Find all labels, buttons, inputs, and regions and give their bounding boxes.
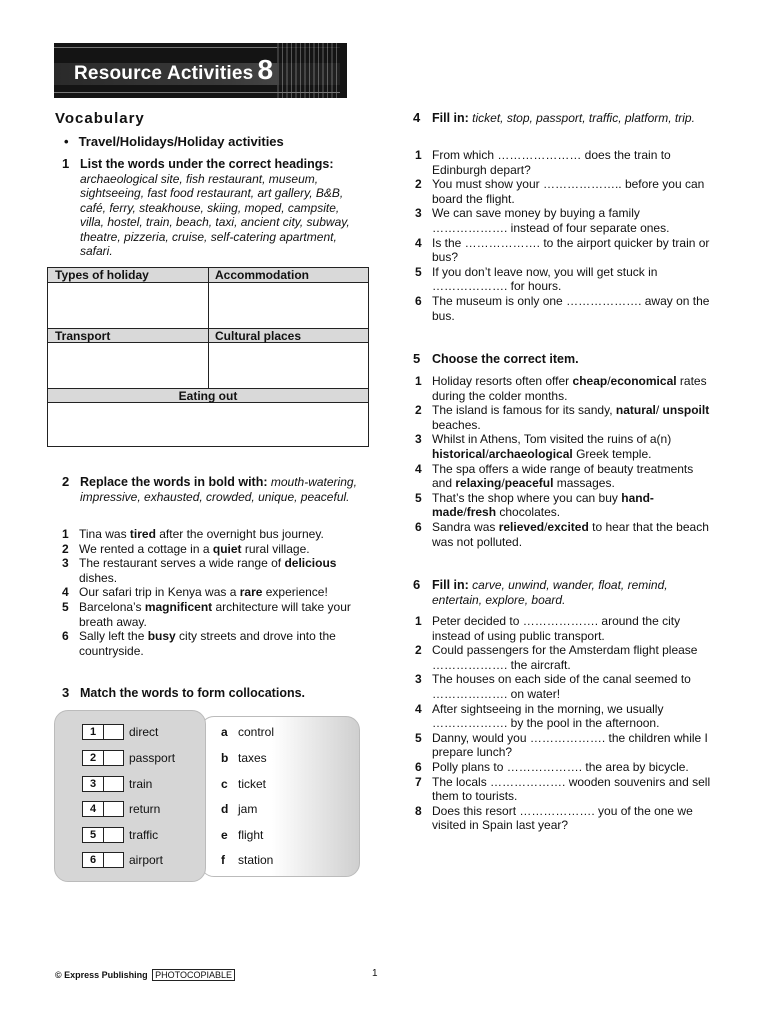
match-right-item: d jam (221, 802, 258, 816)
match-right-item: a control (221, 725, 275, 739)
headings-table (47, 267, 369, 447)
exercise-4-items (415, 148, 715, 323)
list-item: 5 Barcelona’s magnificent architecture will take your breath away. (62, 599, 351, 629)
match-left-item: 6 airport (82, 852, 163, 868)
match-left-item: 2 passport (82, 750, 175, 766)
exercise-2-instruction: Replace the words in bold with: (80, 475, 268, 489)
exercise-5: 5 Choose the correct item. (413, 351, 579, 366)
list-item: 2 Could passengers for the Amsterdam flight please ………………. the aircraft. (415, 643, 698, 672)
answer-box[interactable] (104, 751, 123, 765)
exercise-1-word-list: archaeological site, fish restaurant, museum, sightseeing, fast food restaurant, art gallery, B&B, café, ferry, steakhouse, skiing, moped, campsite, villa, hostel, train, beach, taxi, ancient city, subway, theatre, pizzeria, cruise, self-catering apartment, safari. (80, 171, 350, 258)
list-item: 5 That’s the shop where you can buy hand-made/fresh chocolates. (415, 490, 654, 520)
match-left-item: 5 traffic (82, 827, 158, 843)
exercise-4-instruction: Fill in: (432, 111, 469, 125)
match-right-item: b taxes (221, 751, 267, 765)
page-number: 1 (372, 968, 378, 979)
list-item: 6 Sally left the busy city streets and drove into the countryside. (62, 629, 336, 658)
exercise-5-instruction: Choose the correct item. (432, 352, 579, 366)
list-item: 4 The spa offers a wide range of beauty treatments and relaxing/peaceful massages. (415, 461, 694, 491)
match-left-item: 1 direct (82, 724, 158, 740)
answer-box[interactable] (104, 853, 123, 867)
unit-number: 8 (257, 54, 274, 85)
decorative-stripes (277, 43, 347, 98)
list-item: 3 We can save money by buying a family ………………. instead of four separate ones. (415, 206, 670, 235)
match-left-item: 4 return (82, 801, 160, 817)
header-banner (54, 43, 347, 98)
exercise-1-instruction: List the words under the correct headings: (80, 157, 334, 171)
exercise-4-word-list: ticket, stop, passport, traffic, platform, trip. (472, 111, 695, 125)
list-item: 3 Whilst in Athens, Tom visited the ruins of a(n) historical/archaeological Greek temple. (415, 432, 672, 461)
answer-box[interactable] (104, 777, 123, 791)
exercise-6-word-list: carve, unwind, wander, float, remind, entertain, explore, board. (432, 578, 668, 607)
list-item: 8 Does this resort ………………. you of the one we visited in Spain last year? (415, 803, 693, 833)
list-item: 2 The island is famous for its sandy, natural/ unspoilt beaches. (415, 403, 710, 432)
exercise-6-items (415, 614, 715, 833)
heading-cultural-places: Cultural places (208, 328, 368, 343)
list-item: 4 Our safari trip in Kenya was a rare experience! (62, 585, 328, 600)
exercise-5-items (415, 374, 715, 549)
list-item: 6 The museum is only one ………………. away on the bus. (415, 293, 710, 323)
list-item: 1 Holiday resorts often offer cheap/economical rates during the colder months. (415, 374, 707, 403)
list-item: 6 Polly plans to ………………. the area by bicycle. (415, 759, 689, 774)
heading-transport: Transport (48, 328, 208, 343)
match-right-item: f station (221, 853, 274, 867)
answer-box[interactable] (104, 802, 123, 816)
list-item: 3 The houses on each side of the canal seemed to ………………. on water! (415, 672, 691, 701)
exercise-4: 4 Fill in: ticket, stop, passport, traffic, platform, trip. (413, 110, 695, 125)
match-right-item: c ticket (221, 777, 267, 791)
heading-accommodation: Accommodation (208, 268, 368, 283)
list-item: 5 Danny, would you ………………. the children while I prepare lunch? (415, 730, 708, 760)
list-item: 4 Is the ………………. to the airport quicker by train or bus? (415, 235, 710, 265)
list-item: 1 Tina was tired after the overnight bus journey. (62, 527, 324, 541)
list-item: 6 Sandra was relieved/excited to hear that the beach was not polluted. (415, 519, 709, 549)
match-left-item: 3 train (82, 776, 152, 792)
list-item: 1 Peter decided to ………………. around the city instead of using public transport. (415, 614, 681, 643)
list-item: 2 You must show your ……………….. before you can board the flight. (415, 177, 705, 206)
topic-bullet: • Travel/Holidays/Holiday activities (64, 134, 284, 149)
exercise-6-instruction: Fill in: (432, 578, 469, 592)
list-item: 2 We rented a cottage in a quiet rural village. (62, 541, 310, 556)
list-item: 3 The restaurant serves a wide range of delicious dishes. (62, 556, 337, 585)
list-item: 4 After sightseeing in the morning, we usually ………………. by the pool in the afternoon. (415, 701, 664, 731)
answer-box[interactable] (104, 725, 123, 739)
heading-eating-out: Eating out (48, 388, 368, 403)
list-item: 1 From which ………………… does the train to Edinburgh depart? (415, 148, 671, 177)
photocopiable-label: PHOTOCOPIABLE (152, 969, 235, 981)
answer-box[interactable] (104, 828, 123, 842)
banner-edge (340, 43, 347, 98)
exercise-1: 1 List the words under the correct headings: archaeological site, fish restaurant, museum, sightseeing, fast food restaurant, art gallery, B&B, café, ferry, steakhouse, skiing, moped, campsite, villa, hostel, train, beach, taxi, ancient city, subway, theatre, pizzeria, cruise, self-catering apartment, safari. (62, 156, 350, 258)
list-item: 7 The locals ………………. wooden souvenirs and sell them to tourists. (415, 774, 711, 804)
footer-copyright: © Express Publishing PHOTOCOPIABLE (55, 968, 235, 983)
exercise-6: 6 Fill in: carve, unwind, wander, float, remind, entertain, explore, board. (413, 577, 668, 607)
list-item: 5 If you don’t leave now, you will get stuck in ………………. for hours. (415, 264, 658, 294)
match-right-item: e flight (221, 828, 264, 842)
page-title: Resource Activities 8 (74, 54, 274, 85)
exercise-2-items (62, 527, 362, 658)
exercise-2-word-list: mouth-watering, impressive, exhausted, crowded, unique, peaceful. (80, 475, 357, 504)
vocabulary-heading: Vocabulary (55, 110, 145, 127)
exercise-2: 2 Replace the words in bold with: mouth-watering, impressive, exhausted, crowded, unique, peaceful. (62, 474, 357, 504)
heading-types-of-holiday: Types of holiday (48, 268, 208, 283)
exercise-3-instruction: Match the words to form collocations. (80, 686, 306, 700)
exercise-3: 3 Match the words to form collocations. (62, 685, 306, 700)
